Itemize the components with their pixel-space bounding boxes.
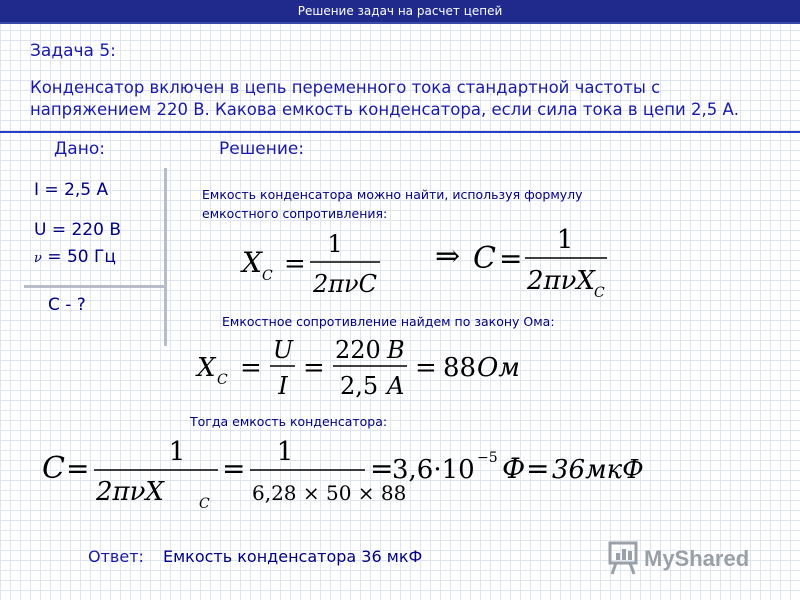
solution-label: Решение: [219,139,305,159]
f3-equals-2: = [303,353,325,383]
task-title: Задача 5: [30,41,116,61]
f4-denominator-2: 6,28 × 50 × 88 [252,481,407,505]
formula-ohms-law [195,334,525,404]
f1-lhs: X [242,246,262,279]
f1-numerator: 1 [327,230,343,258]
task-statement [30,77,739,121]
unknown-quantity: C - ? [48,295,86,315]
formula-final-capacitance [40,434,650,512]
f3-numerator-2-unit: B [387,336,405,364]
f2-denominator: 2πνX [527,266,595,296]
f4-numerator-1: 1 [168,437,186,467]
answer-text: Емкость конденсатора 36 мкФ [163,547,423,566]
f4-exponent: −5 [477,450,498,466]
divider-rule [0,131,800,133]
f2-lhs: C [473,241,496,276]
formula-capacitive-reactance [240,228,390,296]
header-bar [0,0,800,22]
given-frequency-value: = 50 Гц [41,247,116,267]
given-voltage: U = 220 B [34,220,122,240]
f4-numerator-2: 1 [276,437,294,467]
presentation-board-icon [608,538,778,578]
f4-mantissa: 3,6·10 [392,455,475,485]
explanation-3: Тогда емкость конденсатора: [190,414,388,429]
f3-result-unit: Ом [477,353,520,383]
f3-denominator-2: 2,5 [340,372,379,400]
explanation-1 [202,185,583,223]
f4-equals-1: = [66,452,90,485]
f3-denominator-1: I [278,372,288,400]
given-divider-vertical [164,168,167,346]
f1-denominator: 2πνC [313,270,377,296]
f3-numerator-1: U [272,336,294,364]
task-line-2: напряжением 220 В. Какова емкость конденсатора, если сила тока в цепи 2,5 А. [30,100,740,119]
given-frequency [34,247,116,267]
given-current: I = 2,5 A [34,180,109,200]
f4-denominator-1: 2πνX [96,477,164,507]
given-divider-horizontal [24,285,164,288]
answer-label: Ответ: [88,547,144,566]
f4-unit: Ф [502,452,526,485]
explanation-1-line-2: емкостного сопротивления: [202,206,388,221]
f3-lhs: X [197,353,216,383]
f3-result: 88 [443,353,477,383]
f3-lhs-sub: C [217,372,228,388]
task-line-1: Конденсатор включен в цепь переменного тока стандартной частоты с [30,78,661,97]
f4-lhs: C [42,451,65,486]
f4-equals-2: = [222,452,246,485]
f3-denominator-2-unit: A [387,372,405,400]
f2-denominator-sub: C [594,285,605,301]
f4-result: 36мкФ [552,455,644,485]
watermark-text: MyShared [644,546,750,571]
explanation-2: Емкостное сопротивление найдем по закону Ома: [222,314,555,329]
f3-equals-1: = [240,353,262,383]
explanation-1-line-1: Емкость конденсатора можно найти, используя формулу [202,187,583,202]
f4-denominator-1-sub: C [199,496,210,512]
f4-equals-4: = [526,452,550,485]
f1-equals: = [284,249,306,279]
f2-arrow: ⇒ [435,239,461,274]
header-title: Решение задач на расчет цепей [297,4,503,18]
f2-equals: = [499,242,523,275]
f2-numerator: 1 [556,225,574,255]
watermark-logo [608,538,778,582]
f4-equals-3: = [370,452,394,485]
given-label: Дано: [54,139,105,159]
formula-capacitance [435,222,615,302]
f3-numerator-2: 220 [335,336,381,364]
nu-symbol: ν [34,251,42,266]
f3-equals-3: = [415,353,437,383]
f1-lhs-sub: C [262,268,273,284]
header-rule [0,22,800,24]
